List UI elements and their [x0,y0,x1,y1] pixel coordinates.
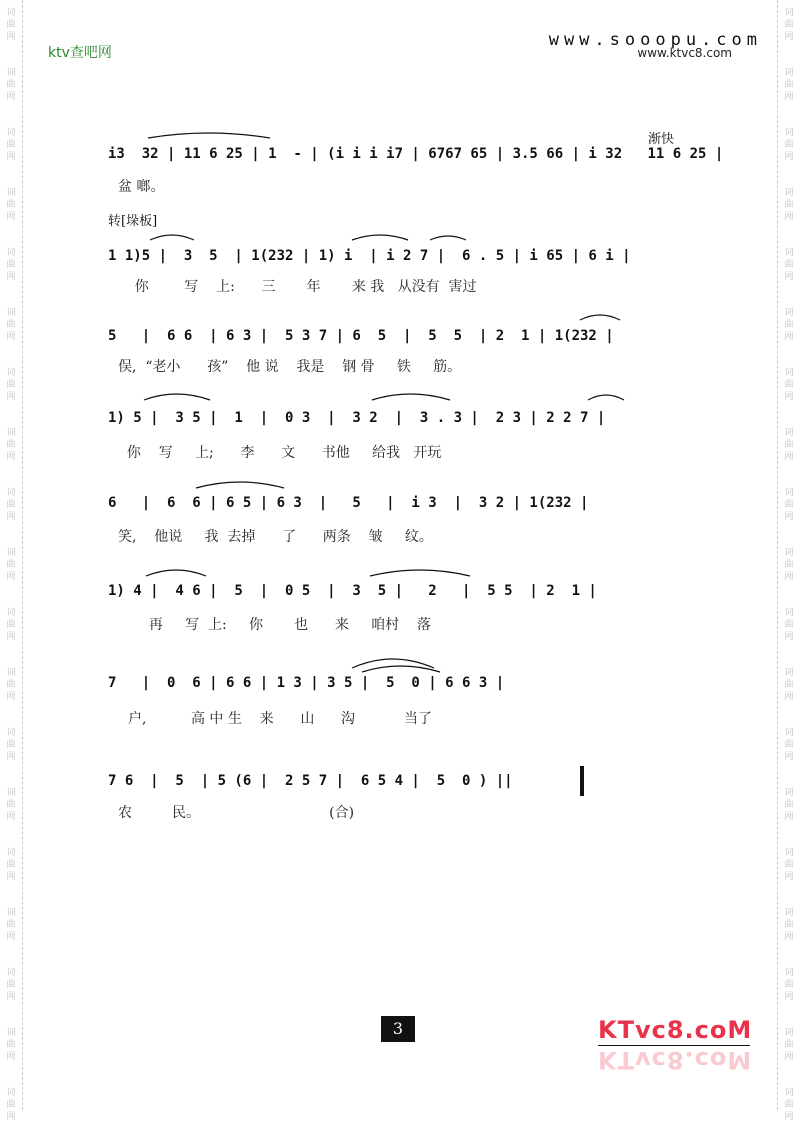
watermark-char: 词 [6,908,16,918]
watermark-char: 曲 [784,260,794,270]
lyric-line: 你 写 上; 李 文 书他 给我 开玩 [118,445,442,461]
watermark-char: 曲 [6,200,16,210]
watermark-char: 网 [6,1112,16,1122]
watermark-char: 网 [784,452,794,462]
watermark-char: 网 [6,572,16,582]
site-label-left: ktv查吧网 [48,45,112,61]
section-label: 转[垛板] [108,214,158,229]
watermark-char: 曲 [6,680,16,690]
watermark-char: 网 [784,512,794,522]
watermark-char: 网 [784,392,794,402]
notation-line: 7 | 0 6 | 6 6 | 1 3 | 3 5 | 5 0 | 6 6 3 | [108,675,505,691]
watermark-char: 词 [784,788,794,798]
watermark-char: 曲 [6,440,16,450]
watermark-char: 词 [6,548,16,558]
watermark-char: 曲 [784,200,794,210]
watermark-char: 曲 [784,800,794,810]
watermark-char: 曲 [6,620,16,630]
watermark-char: 词 [6,1028,16,1038]
watermark-char: 网 [6,332,16,342]
watermark-char: 词 [6,8,16,18]
watermark-char: 词 [784,488,794,498]
watermark-char: 网 [784,1052,794,1062]
watermark-char: 网 [784,92,794,102]
watermark-char: 网 [784,332,794,342]
watermark-char: 网 [6,392,16,402]
watermark-char: 曲 [6,140,16,150]
watermark-char: 曲 [784,920,794,930]
watermark-char: 网 [6,152,16,162]
watermark-char: 词 [784,668,794,678]
watermark-char: 网 [6,512,16,522]
watermark-char: 网 [6,1052,16,1062]
watermark-char: 词 [6,788,16,798]
watermark-char: 网 [6,32,16,42]
watermark-char: 词 [784,1028,794,1038]
watermark-char: 词 [6,1088,16,1098]
watermark-char: 曲 [784,980,794,990]
watermark-char: 网 [6,452,16,462]
tempo-mark: 渐快 [648,132,675,147]
watermark-char: 网 [6,752,16,762]
watermark-char: 词 [6,968,16,978]
watermark-char: 词 [784,428,794,438]
notation-line: 1) 5 | 3 5 | 1 | 0 3 | 3 2 | 3 . 3 | 2 3 | 2 2 7 | [108,410,606,426]
watermark-char: 网 [6,872,16,882]
watermark-char: 词 [6,608,16,618]
watermark-char: 网 [784,932,794,942]
watermark-char: 词 [784,1088,794,1098]
watermark-char: 词 [784,68,794,78]
watermark-char: 词 [784,368,794,378]
watermark-char: 词 [6,188,16,198]
brand-logo-reflection: KTvc8.coM [598,1046,753,1074]
watermark-char: 曲 [6,80,16,90]
page-number: 3 [381,1016,415,1042]
lyric-line: 农 民。 (合) [118,805,355,821]
watermark-char: 网 [784,992,794,1002]
watermark-char: 网 [784,212,794,222]
watermark-char: 词 [784,248,794,258]
watermark-char: 曲 [6,1100,16,1110]
watermark-char: 曲 [784,380,794,390]
watermark-char: 词 [784,8,794,18]
watermark-char: 网 [6,632,16,642]
watermark-char: 曲 [6,920,16,930]
watermark-char: 网 [784,152,794,162]
watermark-char: 网 [6,272,16,282]
notation-line: 7 6 | 5 | 5 (6 | 2 5 7 | 6 5 4 | 5 0 ) || [108,773,513,789]
watermark-char: 曲 [784,1040,794,1050]
watermark-char: 词 [784,128,794,138]
watermark-char: 词 [784,968,794,978]
watermark-char: 网 [6,812,16,822]
watermark-char: 网 [6,212,16,222]
lyric-line: 笑, 他说 我 去掉 了 两条 皱 纹。 [118,529,433,545]
watermark-char: 网 [6,932,16,942]
watermark-char: 曲 [6,500,16,510]
lyric-line: 户, 高 中 生 来 山 沟 当了 [128,711,433,727]
watermark-char: 网 [784,1112,794,1122]
watermark-char: 网 [784,752,794,762]
site-sub-url: www.ktvc8.com [637,46,732,60]
watermark-char: 词 [784,728,794,738]
watermark-char: 词 [6,128,16,138]
watermark-char: 曲 [784,320,794,330]
lyric-line: 你 写 上: 三 年 来 我 从没有 害过 [108,279,477,295]
watermark-char: 曲 [784,740,794,750]
watermark-char: 曲 [784,500,794,510]
watermark-char: 曲 [6,20,16,30]
lyric-line: 盆 啷。 [118,179,165,195]
watermark-char: 曲 [6,560,16,570]
notation-line: 1) 4 | 4 6 | 5 | 0 5 | 3 5 | 2 | 5 5 | 2 1 | [108,583,597,599]
watermark-char: 词 [784,848,794,858]
notation-line: 5 | 6 6 | 6 3 | 5 3 7 | 6 5 | 5 5 | 2 1 | 1(232 | [108,328,614,344]
watermark-char: 网 [784,32,794,42]
watermark-char: 曲 [6,260,16,270]
watermark-char: 词 [6,428,16,438]
watermark-char: 词 [784,308,794,318]
watermark-char: 曲 [6,320,16,330]
watermark-char: 词 [6,308,16,318]
watermark-char: 网 [784,272,794,282]
watermark-char: 网 [6,692,16,702]
watermark-char: 网 [6,92,16,102]
watermark-char: 词 [6,68,16,78]
watermark-char: 网 [784,632,794,642]
watermark-char: 词 [784,608,794,618]
watermark-char: 词 [784,548,794,558]
watermark-char: 曲 [784,680,794,690]
watermark-char: 词 [6,728,16,738]
watermark-char: 曲 [6,380,16,390]
watermark-char: 网 [784,572,794,582]
watermark-char: 网 [784,692,794,702]
watermark-char: 曲 [784,20,794,30]
watermark-char: 词 [6,668,16,678]
notation-line: 6 | 6 6 | 6 5 | 6 3 | 5 | i 3 | 3 2 | 1(232 | [108,495,589,511]
watermark-char: 曲 [6,740,16,750]
final-barline [580,766,584,796]
notation-line: 1 1)5 | 3 5 | 1(232 | 1) i | i 2 7 | 6 . 5 | i 65 | 6 i | [108,248,631,264]
watermark-char: 曲 [784,1100,794,1110]
watermark-char: 词 [6,488,16,498]
watermark-char: 曲 [6,1040,16,1050]
watermark-char: 词 [6,848,16,858]
watermark-char: 曲 [784,620,794,630]
watermark-char: 曲 [784,440,794,450]
watermark-char: 曲 [6,800,16,810]
lyric-line: 俣, “老小 孩” 他 说 我是 钢 骨 铁 筋。 [118,359,462,375]
watermark-char: 网 [784,812,794,822]
watermark-char: 词 [6,368,16,378]
watermark-char: 曲 [784,560,794,570]
site-url: www.sooopu.com [548,30,762,50]
watermark-char: 曲 [6,860,16,870]
watermark-char: 曲 [784,140,794,150]
notation-line: i3 32 | 11 6 25 | 1 - | (i i i i7 | 6767 65 | 3.5 66 | i 32 11 6 25 | [108,146,724,162]
watermark-char: 网 [6,992,16,1002]
watermark-char: 词 [784,908,794,918]
watermark-char: 曲 [784,860,794,870]
watermark-char: 网 [784,872,794,882]
watermark-char: 曲 [784,80,794,90]
watermark-char: 词 [784,188,794,198]
brand-logo: KTvc8.coM [598,1016,753,1044]
watermark-char: 词 [6,248,16,258]
lyric-line: 再 写 上: 你 也 来 咱村 落 [140,617,431,633]
watermark-char: 曲 [6,980,16,990]
